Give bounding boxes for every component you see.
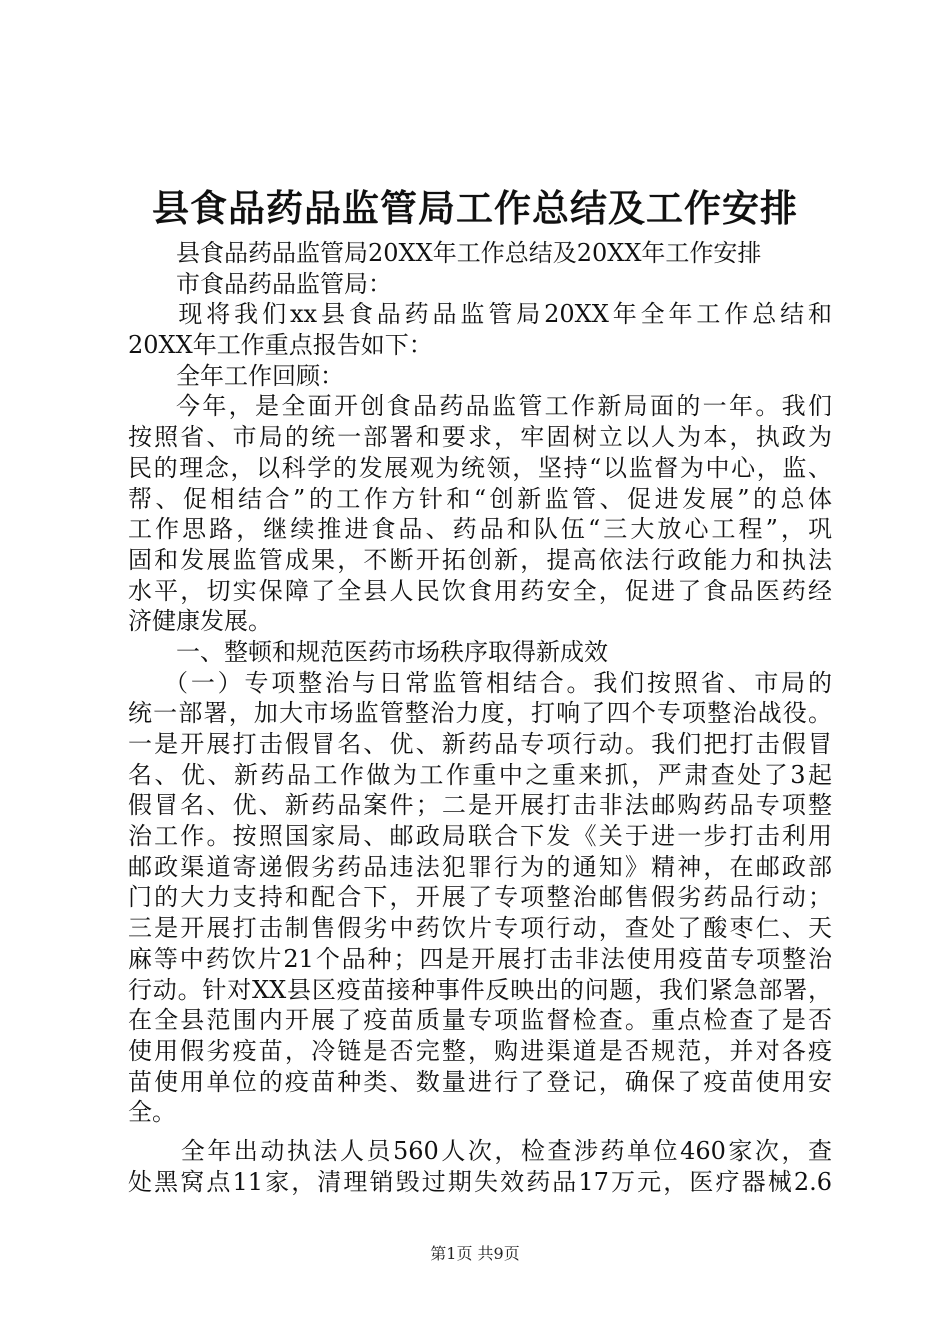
body-line: 全。: [128, 1098, 176, 1127]
body-line: （一）专项整治与日常监管相结合。我们按照省、市局的: [164, 668, 832, 697]
body-line: 全年工作回顾：: [176, 361, 344, 390]
body-line: 邮政渠道寄递假劣药品违法犯罪行为的通知》精神，在邮政部: [128, 852, 832, 881]
body-line: 使用假劣疫苗，冷链是否完整，购进渠道是否规范，并对各疫: [128, 1036, 832, 1065]
body-line: 县食品药品监管局20XX年工作总结及20XX年工作安排: [176, 239, 762, 267]
body-line: 今年，是全面开创食品药品监管工作新局面的一年。我们: [176, 392, 832, 421]
body-line: 在全县范围内开展了疫苗质量专项监督检查。重点检查了是否: [128, 1006, 832, 1035]
body-line: 三是开展打击制售假劣中药饮片专项行动，查处了酸枣仁、天: [128, 914, 832, 943]
body-line: 一是开展打击假冒名、优、新药品专项行动。我们把打击假冒: [128, 730, 832, 758]
body-line: 按照省、市局的统一部署和要求，牢固树立以人为本，执政为: [128, 423, 832, 452]
body-line: 行动。针对XX县区疫苗接种事件反映出的问题，我们紧急部署，: [128, 975, 832, 1004]
body-line: 现将我们xx县食品药品监管局20XX年全年工作总结和: [178, 300, 832, 329]
body-line: 统一部署，加大市场监管整治力度，打响了四个专项整治战役。: [128, 699, 832, 728]
body-line: 处黑窝点11家，清理销毁过期失效药品17万元，医疗器械2.6: [128, 1167, 832, 1196]
body-line: 全年出动执法人员560人次，检查涉药单位460家次，查: [180, 1136, 832, 1165]
body-line: 帮、促相结合”的工作方针和“创新监管、促进发展”的总体: [128, 484, 832, 513]
body-line: 济健康发展。: [128, 607, 272, 636]
body-line: 麻等中药饮片21个品种；四是开展打击非法使用疫苗专项整治: [128, 944, 832, 973]
body-line: 民的理念，以科学的发展观为统领，坚持“以监督为中心，监、: [128, 453, 832, 482]
body-line: 治工作。按照国家局、邮政局联合下发《关于进一步打击利用: [128, 822, 832, 851]
body-line: 市食品药品监管局：: [176, 269, 392, 298]
body-line: 工作思路，继续推进食品、药品和队伍“三大放心工程”，巩: [128, 515, 832, 544]
body-line: 苗使用单位的疫苗种类、数量进行了登记，确保了疫苗使用安: [128, 1067, 832, 1096]
page-footer: 第1页 共9页: [430, 1244, 520, 1263]
body-line: 一、整顿和规范医药市场秩序取得新成效: [176, 637, 608, 666]
body-line: 固和发展监管成果，不断开拓创新，提高依法行政能力和执法: [128, 545, 832, 574]
body-line: 20XX年工作重点报告如下：: [128, 331, 433, 360]
body-line: 水平，切实保障了全县人民饮食用药安全，促进了食品医药经: [128, 576, 832, 605]
document-body: [128, 238, 832, 1197]
body-line: 门的大力支持和配合下，开展了专项整治邮售假劣药品行动；: [128, 883, 832, 912]
body-line: 名、优、新药品工作做为工作重中之重来抓，严肃查处了3起: [128, 760, 832, 789]
document-title: 县食品药品监管局工作总结及工作安排: [152, 187, 798, 230]
body-line: 假冒名、优、新药品案件；二是开展打击非法邮购药品专项整: [128, 791, 832, 820]
